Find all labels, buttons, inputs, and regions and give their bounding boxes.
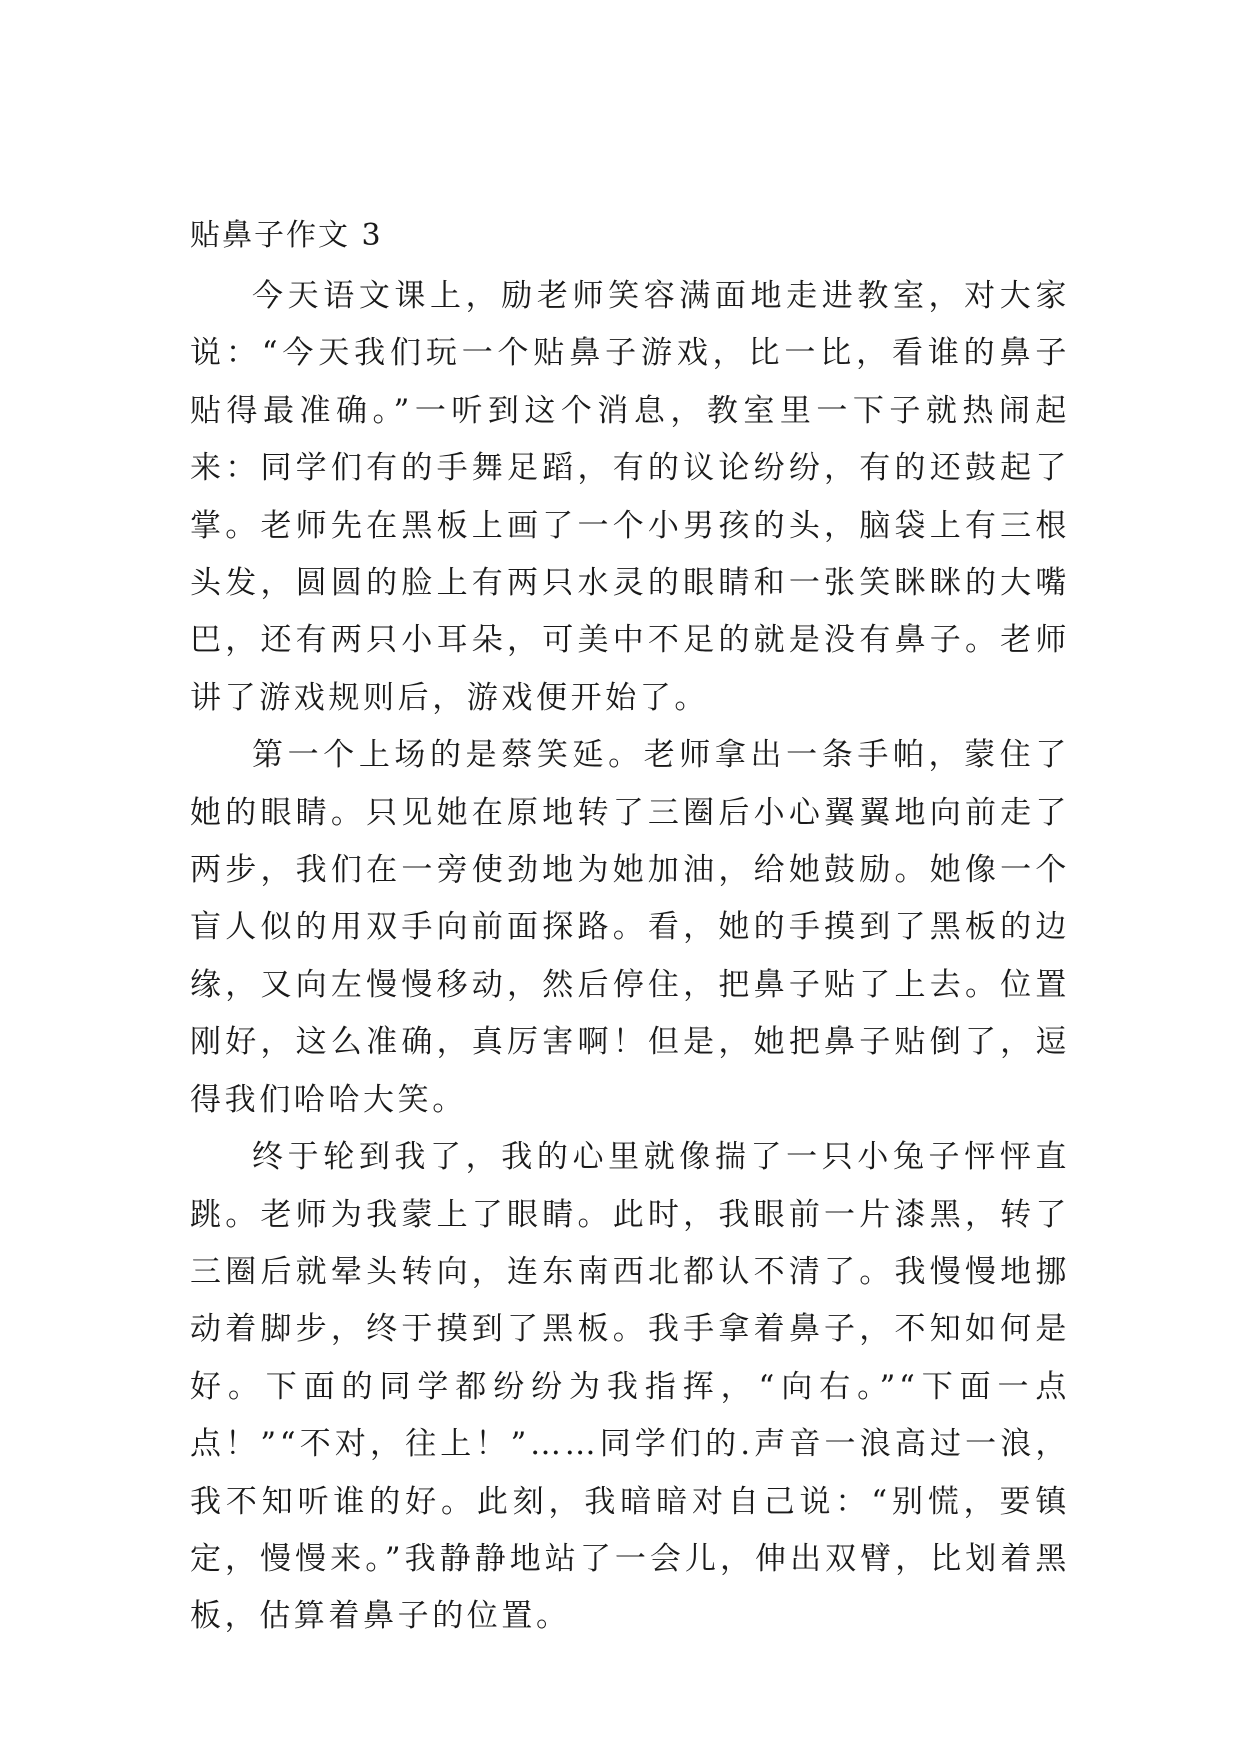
paragraph-1: 今天语文课上，励老师笑容满面地走进教室，对大家说：“今天我们玩一个贴鼻子游戏，比一比，看谁的鼻子贴得最准确。”一听到这个消息，教室里一下子就热闹起来：同学们有的手舞足蹈，有的议论纷纷，有的还鼓起了掌。老师先在黑板上画了一个小男孩的头，脑袋上有三根头发，圆圆的脸上有两只水灵的眼睛和一张笑眯眯的大嘴巴，还有两只小耳朵，可美中不足的就是没有鼻子。老师讲了游戏规则后，游戏便开始了。: [190, 278, 1070, 716]
paragraph-3: 终于轮到我了，我的心里就像揣了一只小兔子怦怦直跳。老师为我蒙上了眼睛。此时，我眼前一片漆黑，转了三圈后就晕头转向，连东南西北都认不清了。我慢慢地挪动着脚步，终于摸到了黑板。我手拿着鼻子，不知如何是好。下面的同学都纷纷为我指挥，“向右。”“下面一点点！”“不对，往上！”……同学们的.声音一浪高过一浪，我不知听谁的好。此刻，我暗暗对自己说：“别慌，要镇定，慢慢来。”我静静地站了一会儿，伸出双臂，比划着黑板，估算着鼻子的位置。: [190, 1139, 1070, 1635]
paragraph-2: 第一个上场的是蔡笑延。老师拿出一条手帕，蒙住了她的眼睛。只见她在原地转了三圈后小心翼翼地向前走了两步，我们在一旁使劲地为她加油，给她鼓励。她像一个盲人似的用双手向前面探路。看，她的手摸到了黑板的边缘，又向左慢慢移动，然后停住，把鼻子贴了上去。位置刚好，这么准确，真厉害啊！但是，她把鼻子贴倒了，逗得我们哈哈大笑。: [190, 737, 1070, 1118]
document-title: 贴鼻子作文 3: [190, 218, 383, 253]
document-body: [190, 210, 1070, 1646]
